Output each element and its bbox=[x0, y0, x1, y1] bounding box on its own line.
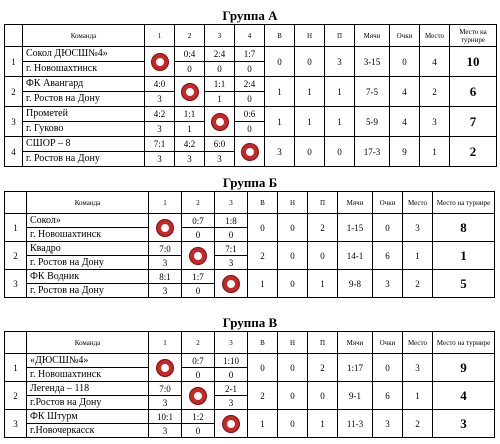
goals-cell: 1-15 bbox=[338, 214, 373, 242]
match-points: 3 bbox=[149, 284, 182, 298]
header-row bbox=[5, 25, 497, 47]
points-cell: 4 bbox=[390, 107, 420, 137]
wins-cell: 3 bbox=[265, 137, 295, 167]
match-points: 0 bbox=[175, 62, 205, 77]
team-city: г. Новошахтинск bbox=[23, 62, 145, 77]
match-points: 0 bbox=[235, 122, 265, 137]
column-header: 2 bbox=[182, 332, 215, 354]
losses-cell: 1 bbox=[308, 410, 338, 438]
club-logo-icon bbox=[222, 415, 240, 433]
column-header: 1 bbox=[145, 25, 175, 47]
table-row bbox=[5, 77, 497, 92]
losses-cell: 0 bbox=[308, 382, 338, 410]
team-name: Сокол ДЮСШ№4» bbox=[23, 47, 145, 62]
tournament-place-cell: 10 bbox=[450, 47, 497, 77]
draws-cell: 0 bbox=[278, 242, 308, 270]
team-city: г.Ростов на Дону bbox=[27, 396, 149, 410]
match-score: 4:0 bbox=[145, 77, 175, 92]
points-cell: 6 bbox=[373, 242, 403, 270]
draws-cell: 1 bbox=[295, 77, 325, 107]
points-cell: 6 bbox=[373, 382, 403, 410]
match-score: 1:7 bbox=[182, 270, 215, 284]
header-row bbox=[5, 192, 495, 214]
wins-cell: 0 bbox=[265, 47, 295, 77]
match-points: 3 bbox=[215, 396, 248, 410]
column-header: Очки bbox=[390, 25, 420, 47]
row-number: 3 bbox=[5, 270, 27, 298]
goals-cell: 7-5 bbox=[355, 77, 390, 107]
group-b-table bbox=[4, 191, 495, 298]
match-points: 3 bbox=[145, 122, 175, 137]
club-logo-icon bbox=[156, 219, 174, 237]
match-score: 1:7 bbox=[235, 47, 265, 62]
column-header: Команда bbox=[23, 25, 145, 47]
self-match-cell bbox=[145, 47, 175, 77]
wins-cell: 1 bbox=[265, 77, 295, 107]
row-number: 1 bbox=[5, 47, 23, 77]
goals-cell: 17-3 bbox=[355, 137, 390, 167]
column-header: Мячи bbox=[338, 192, 373, 214]
goals-cell: 14-1 bbox=[338, 242, 373, 270]
header-number bbox=[5, 192, 27, 214]
tournament-place-cell: 6 bbox=[450, 77, 497, 107]
self-match-cell bbox=[205, 107, 235, 137]
column-header: Команда bbox=[27, 332, 149, 354]
match-score: 7:0 bbox=[149, 382, 182, 396]
group-b-title: Группа Б bbox=[222, 175, 278, 190]
points-cell: 3 bbox=[373, 410, 403, 438]
row-number: 2 bbox=[5, 382, 27, 410]
points-cell: 0 bbox=[373, 354, 403, 382]
match-points: 3 bbox=[145, 92, 175, 107]
column-header: 3 bbox=[215, 192, 248, 214]
points-cell: 0 bbox=[373, 214, 403, 242]
club-logo-icon bbox=[189, 247, 207, 265]
points-cell: 9 bbox=[390, 137, 420, 167]
column-header: П bbox=[308, 332, 338, 354]
match-points: 3 bbox=[149, 256, 182, 270]
tournament-place-cell: 8 bbox=[433, 214, 495, 242]
column-header: Команда bbox=[27, 192, 149, 214]
match-points: 0 bbox=[205, 62, 235, 77]
wins-cell: 0 bbox=[248, 354, 278, 382]
wins-cell: 2 bbox=[248, 382, 278, 410]
team-city: г. Ростов на Дону bbox=[27, 284, 149, 298]
column-header: Мячи bbox=[338, 332, 373, 354]
row-number: 3 bbox=[5, 410, 27, 438]
draws-cell: 0 bbox=[278, 354, 308, 382]
match-score: 0:6 bbox=[235, 107, 265, 122]
column-header: 2 bbox=[175, 25, 205, 47]
match-score: 4:2 bbox=[175, 137, 205, 152]
wins-cell: 0 bbox=[248, 214, 278, 242]
match-score: 7:1 bbox=[215, 242, 248, 256]
self-match-cell bbox=[215, 410, 248, 438]
losses-cell: 3 bbox=[325, 47, 355, 77]
column-header: Н bbox=[278, 192, 308, 214]
team-city: г. Ростов на Дону bbox=[27, 256, 149, 270]
column-header: Место на турнире bbox=[433, 192, 495, 214]
club-logo-icon bbox=[211, 113, 229, 131]
table-row bbox=[5, 410, 495, 424]
club-logo-icon bbox=[222, 275, 240, 293]
losses-cell: 1 bbox=[325, 107, 355, 137]
group-a-title: Группа А bbox=[222, 8, 278, 23]
match-points: 3 bbox=[205, 152, 235, 167]
group-v-table bbox=[4, 331, 495, 438]
match-score: 0:4 bbox=[175, 47, 205, 62]
match-score: 8:1 bbox=[149, 270, 182, 284]
match-score: 0:7 bbox=[182, 354, 215, 368]
match-points: 3 bbox=[149, 424, 182, 438]
tournament-place-cell: 1 bbox=[433, 242, 495, 270]
club-logo-icon bbox=[156, 359, 174, 377]
place-cell: 2 bbox=[420, 77, 450, 107]
match-points: 0 bbox=[182, 284, 215, 298]
header-number bbox=[5, 25, 23, 47]
column-header: В bbox=[248, 332, 278, 354]
match-points: 0 bbox=[235, 62, 265, 77]
tournament-place-cell: 2 bbox=[450, 137, 497, 167]
column-header: Место на турнире bbox=[450, 25, 497, 47]
match-points: 0 bbox=[215, 368, 248, 382]
losses-cell: 1 bbox=[308, 270, 338, 298]
match-score: 2:4 bbox=[205, 47, 235, 62]
group-a-table bbox=[4, 24, 497, 167]
tournament-place-cell: 9 bbox=[433, 354, 495, 382]
team-name: Квадро bbox=[27, 242, 149, 256]
column-header: Место bbox=[420, 25, 450, 47]
team-city: г. Новошахтинск bbox=[27, 228, 149, 242]
self-match-cell bbox=[175, 77, 205, 107]
team-city: г. Ростов на Дону bbox=[23, 152, 145, 167]
group-v-title: Группа В bbox=[222, 315, 278, 330]
header-row bbox=[5, 332, 495, 354]
wins-cell: 2 bbox=[248, 242, 278, 270]
team-city: г. Новошахтинск bbox=[27, 368, 149, 382]
column-header: 3 bbox=[215, 332, 248, 354]
match-score: 2-1 bbox=[215, 382, 248, 396]
place-cell: 1 bbox=[403, 242, 433, 270]
match-points: 3 bbox=[145, 152, 175, 167]
self-match-cell bbox=[182, 382, 215, 410]
self-match-cell bbox=[235, 137, 265, 167]
match-points: 3 bbox=[149, 396, 182, 410]
header-number bbox=[5, 332, 27, 354]
match-points: 3 bbox=[175, 152, 205, 167]
points-cell: 0 bbox=[390, 47, 420, 77]
draws-cell: 0 bbox=[278, 214, 308, 242]
column-header: В bbox=[248, 192, 278, 214]
losses-cell: 2 bbox=[308, 214, 338, 242]
match-points: 1 bbox=[205, 92, 235, 107]
match-score: 7:0 bbox=[149, 242, 182, 256]
team-name: Прометей bbox=[23, 107, 145, 122]
goals-cell: 1:17 bbox=[338, 354, 373, 382]
column-header: 3 bbox=[205, 25, 235, 47]
column-header: 1 bbox=[149, 332, 182, 354]
column-header: Мячи bbox=[355, 25, 390, 47]
place-cell: 3 bbox=[420, 107, 450, 137]
tournament-place-cell: 4 bbox=[433, 382, 495, 410]
losses-cell: 2 bbox=[308, 354, 338, 382]
table-row bbox=[5, 242, 495, 256]
goals-cell: 3-15 bbox=[355, 47, 390, 77]
team-name: Легенда – 118 bbox=[27, 382, 149, 396]
row-number: 2 bbox=[5, 77, 23, 107]
goals-cell: 11-3 bbox=[338, 410, 373, 438]
place-cell: 1 bbox=[403, 382, 433, 410]
team-name: «ДЮСШ№4» bbox=[27, 354, 149, 368]
team-name: ФК Авангард bbox=[23, 77, 145, 92]
team-name: ФК Водник bbox=[27, 270, 149, 284]
row-number: 4 bbox=[5, 137, 23, 167]
place-cell: 3 bbox=[403, 354, 433, 382]
match-points: 3 bbox=[215, 256, 248, 270]
self-match-cell bbox=[215, 270, 248, 298]
match-score: 1:8 bbox=[215, 214, 248, 228]
column-header: Очки bbox=[373, 332, 403, 354]
goals-cell: 5-9 bbox=[355, 107, 390, 137]
draws-cell: 0 bbox=[295, 137, 325, 167]
column-header: П bbox=[308, 192, 338, 214]
team-name: СШОР – 8 bbox=[23, 137, 145, 152]
match-score: 1:1 bbox=[175, 107, 205, 122]
table-row bbox=[5, 354, 495, 368]
match-points: 0 bbox=[215, 228, 248, 242]
row-number: 1 bbox=[5, 354, 27, 382]
row-number: 1 bbox=[5, 214, 27, 242]
table-row bbox=[5, 382, 495, 396]
draws-cell: 0 bbox=[278, 382, 308, 410]
points-cell: 3 bbox=[373, 270, 403, 298]
match-score: 4:2 bbox=[145, 107, 175, 122]
team-city: г.Новочеркасск bbox=[27, 424, 149, 438]
table-row bbox=[5, 137, 497, 152]
table-row bbox=[5, 270, 495, 284]
place-cell: 3 bbox=[403, 214, 433, 242]
table-row bbox=[5, 107, 497, 122]
draws-cell: 0 bbox=[295, 47, 325, 77]
match-score: 10:1 bbox=[149, 410, 182, 424]
table-row bbox=[5, 214, 495, 228]
team-city: г. Гуково bbox=[23, 122, 145, 137]
place-cell: 1 bbox=[420, 137, 450, 167]
match-points: 0 bbox=[235, 92, 265, 107]
wins-cell: 1 bbox=[248, 270, 278, 298]
goals-cell: 9-1 bbox=[338, 382, 373, 410]
losses-cell: 0 bbox=[308, 242, 338, 270]
self-match-cell bbox=[182, 242, 215, 270]
match-points: 0 bbox=[182, 424, 215, 438]
column-header: В bbox=[265, 25, 295, 47]
draws-cell: 0 bbox=[278, 410, 308, 438]
points-cell: 4 bbox=[390, 77, 420, 107]
column-header: 4 bbox=[235, 25, 265, 47]
losses-cell: 1 bbox=[325, 77, 355, 107]
wins-cell: 1 bbox=[265, 107, 295, 137]
team-name: ФК Штурм bbox=[27, 410, 149, 424]
place-cell: 2 bbox=[403, 410, 433, 438]
match-points: 1 bbox=[175, 122, 205, 137]
table-row bbox=[5, 47, 497, 62]
self-match-cell bbox=[149, 354, 182, 382]
draws-cell: 0 bbox=[278, 270, 308, 298]
club-logo-icon bbox=[241, 143, 259, 161]
column-header: 2 bbox=[182, 192, 215, 214]
tournament-place-cell: 7 bbox=[450, 107, 497, 137]
wins-cell: 1 bbox=[248, 410, 278, 438]
match-points: 0 bbox=[182, 368, 215, 382]
column-header: Место bbox=[403, 192, 433, 214]
losses-cell: 0 bbox=[325, 137, 355, 167]
place-cell: 4 bbox=[420, 47, 450, 77]
row-number: 2 bbox=[5, 242, 27, 270]
draws-cell: 1 bbox=[295, 107, 325, 137]
match-score: 1:1 bbox=[205, 77, 235, 92]
match-score: 7:1 bbox=[145, 137, 175, 152]
column-header: Н bbox=[295, 25, 325, 47]
column-header: П bbox=[325, 25, 355, 47]
match-score: 1:2 bbox=[182, 410, 215, 424]
place-cell: 2 bbox=[403, 270, 433, 298]
tournament-place-cell: 5 bbox=[433, 270, 495, 298]
tournament-place-cell: 3 bbox=[433, 410, 495, 438]
team-name: Сокол» bbox=[27, 214, 149, 228]
column-header: Место на турнире bbox=[433, 332, 495, 354]
column-header: 1 bbox=[149, 192, 182, 214]
column-header: Очки bbox=[373, 192, 403, 214]
club-logo-icon bbox=[189, 387, 207, 405]
club-logo-icon bbox=[151, 53, 169, 71]
goals-cell: 9-8 bbox=[338, 270, 373, 298]
row-number: 3 bbox=[5, 107, 23, 137]
match-score: 1:10 bbox=[215, 354, 248, 368]
column-header: Н bbox=[278, 332, 308, 354]
column-header: Место bbox=[403, 332, 433, 354]
match-score: 6:0 bbox=[205, 137, 235, 152]
team-city: г. Ростов на Дону bbox=[23, 92, 145, 107]
club-logo-icon bbox=[181, 83, 199, 101]
match-points: 0 bbox=[182, 228, 215, 242]
match-score: 0:7 bbox=[182, 214, 215, 228]
self-match-cell bbox=[149, 214, 182, 242]
match-score: 2:4 bbox=[235, 77, 265, 92]
